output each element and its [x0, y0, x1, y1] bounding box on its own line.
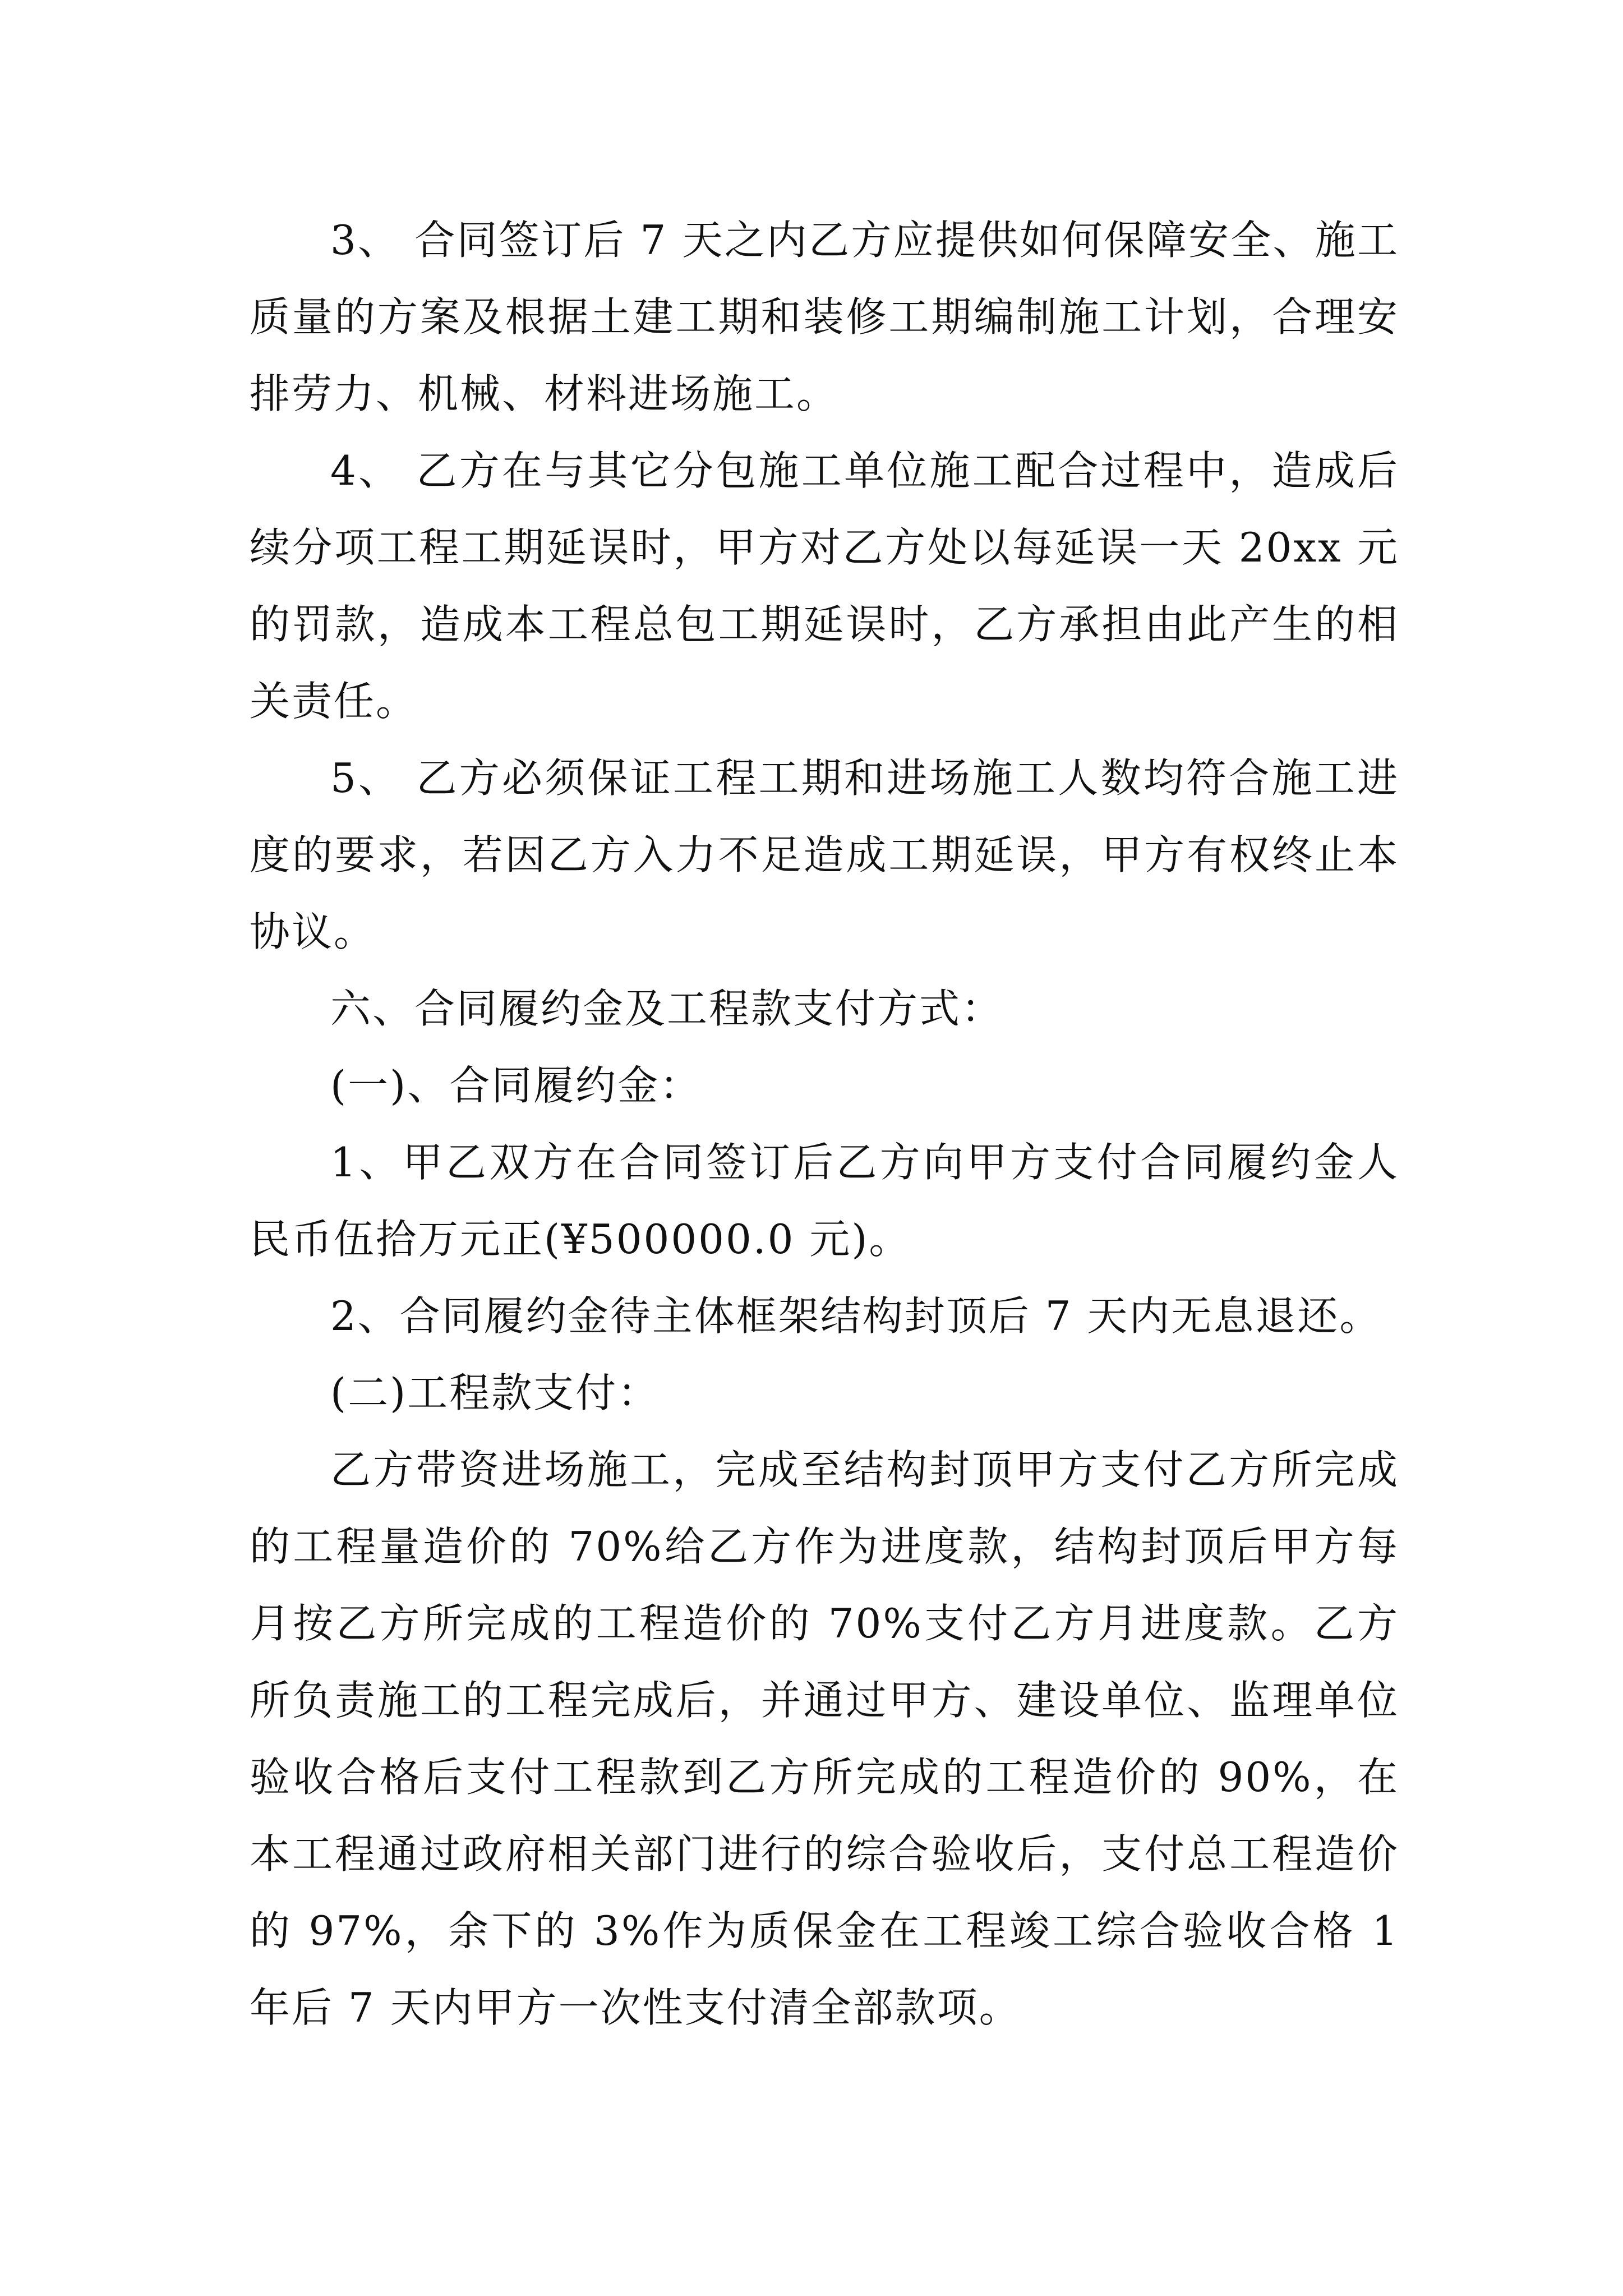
subheading-payment: (二)工程款支付： [330, 1369, 660, 1416]
section-heading-six: 六、合同履约金及工程款支付方式： [330, 985, 1004, 1032]
document-body [250, 202, 1399, 2046]
paragraph-clause-4: 4、 乙方在与其它分包施工单位施工配合过程中，造成后续分项工程工期延误时，甲方对乙方处以每延误一天 20xx 元的罚款，造成本工程总包工期延误时，乙方承担由此产生的相关责任。 [250, 447, 1399, 725]
paragraph-clause-3: 3、 合同签订后 7 天之内乙方应提供如何保障安全、施工质量的方案及根据土建工期和装修工期编制施工计划，合理安排劳力、机械、材料进场施工。 [250, 217, 1399, 417]
subheading-performance-bond: (一)、合同履约金： [330, 1062, 702, 1109]
paragraph-payment-terms: 乙方带资进场施工，完成至结构封顶甲方支付乙方所完成的工程量造价的 70%给乙方作为进度款，结构封顶后甲方每月按乙方所完成的工程造价的 70%支付乙方月进度款。乙方所负责施工的工程完成后，并通过甲方、建设单位、监理单位验收合格后支付工程款到乙方所完成的工程造价的 90%，在本工程通过政府相关部门进行的综合验收后，支付总工程造价的 97%，余下的 3%作为质保金在工程竣工综合验收合格 1 年后 7 天内甲方一次性支付清全部款项。 [250, 1446, 1399, 2031]
paragraph-clause-5: 5、 乙方必须保证工程工期和进场施工人数均符合施工进度的要求，若因乙方入力不足造成工期延误，甲方有权终止本协议。 [250, 754, 1399, 955]
paragraph-bond-2: 2、合同履约金待主体框架结构封顶后 7 天内无息退还。 [330, 1292, 1382, 1340]
paragraph-bond-1: 1、甲乙双方在合同签订后乙方向甲方支付合同履约金人民币伍拾万元正(¥500000.0 元)。 [250, 1139, 1399, 1263]
